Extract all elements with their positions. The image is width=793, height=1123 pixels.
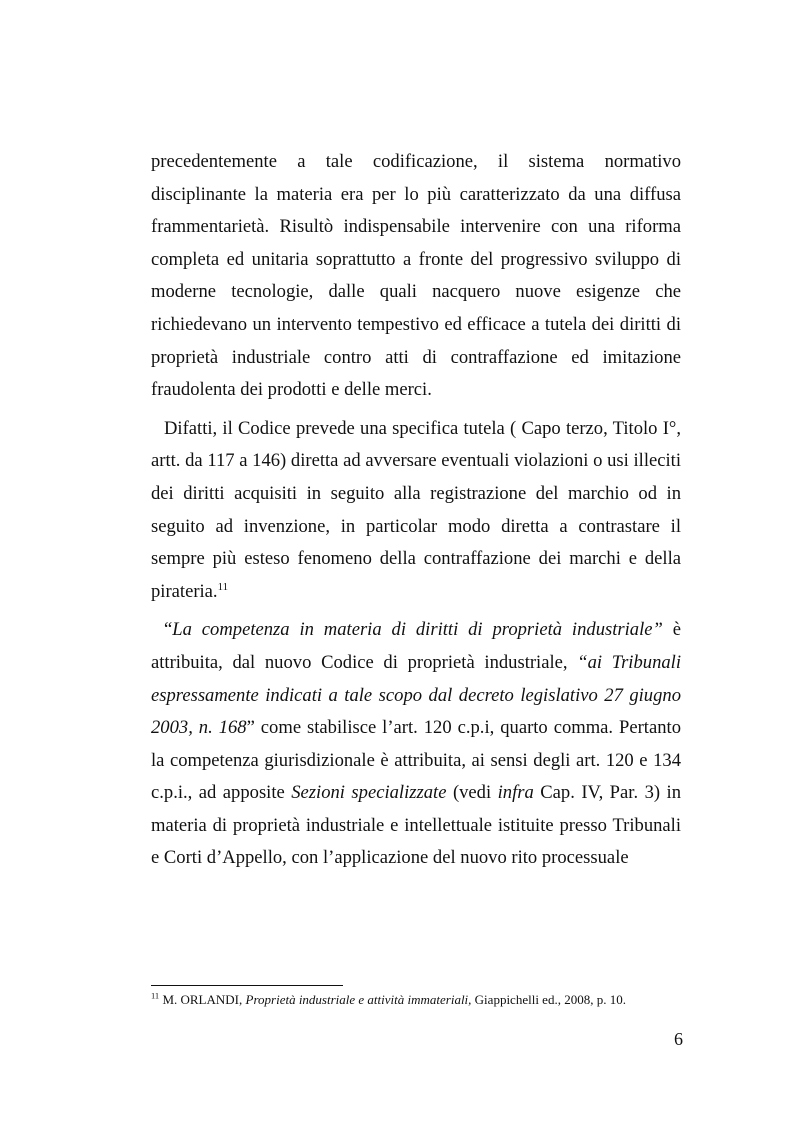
footnote-author: M. ORLANDI, [159,992,246,1007]
paragraph-3-infra-italic: infra [497,782,534,804]
paragraph-2 [151,413,681,609]
footnote-reference[interactable]: 11 [217,580,229,593]
paragraph-1-text: precedentemente a tale codificazione, il sistema normativo disciplinante la materia era per lo più caratterizzato da una diffusa frammentarietà. Risultò indispensabile intervenire con una riforma completa ed unitaria soprattutto a fronte del progressivo sviluppo di moderne tecnologie, dalle quali nacquero nuove esigenze che richiedevano un intervento tempestivo ed efficace a tutela dei diritti di proprietà industriale contro atti di contraffazione ed imitazione fraudolenta dei prodotti e delle merci. [151,151,681,401]
paragraph-3-segment-2: è attribuita, dal nuovo Codice di proprietà industriale, [151,619,682,673]
footnote [151,991,711,1009]
footnote-rest: Giappichelli ed., 2008, p. 10. [471,992,626,1007]
paragraph-3-sezioni-italic: Sezioni specializzate [291,782,447,804]
paragraph-3-quote-italic: La competenza in materia di diritti di proprietà industriale” [172,619,663,641]
paragraph-1 [151,146,681,407]
footnote-title: Proprietà industriale e attività immateriali, [245,992,472,1007]
paragraph-3-segment-4: ” come stabilisce l’art. 120 c.p.i, quarto comma. Pertanto la competenza giurisdizionale è attribuita, ai sensi degli art. 120 e 134 c.p.i., ad apposite [151,717,681,804]
page-number: 6 [674,1029,683,1049]
paragraph-2-text: Difatti, il Codice prevede una specifica tutela ( Capo terzo, Titolo I°, artt. da 117 a 146) diretta ad avversare eventuali violazioni o usi illeciti dei diritti acquisiti in seguito alla registrazione del marchio od in seguito ad invenzione, in particolar modo diretta a contrastare il sempre più esteso fenomeno della contraffazione dei marchi e della pirateria. [151,417,681,602]
footnote-number: 11 [151,990,160,1001]
paragraph-3-segment-6: (vedi [446,782,498,804]
paragraph-3-open-quote: “ [164,619,173,641]
paragraph-3 [151,614,681,875]
paragraph-3-segment-8: Cap. IV, Par. 3) in materia di proprietà industriale e intellettuale istituite presso Tribunali e Corti d’Appello, con l’applicazione del nuovo rito processuale [151,782,681,869]
paragraph-3-quote-law: “ai Tribunali espressamente indicati a tale scopo dal decreto legislativo 27 giugno 2003, n. 168 [151,651,681,739]
footnote-separator [151,985,343,986]
body-text [151,146,681,875]
